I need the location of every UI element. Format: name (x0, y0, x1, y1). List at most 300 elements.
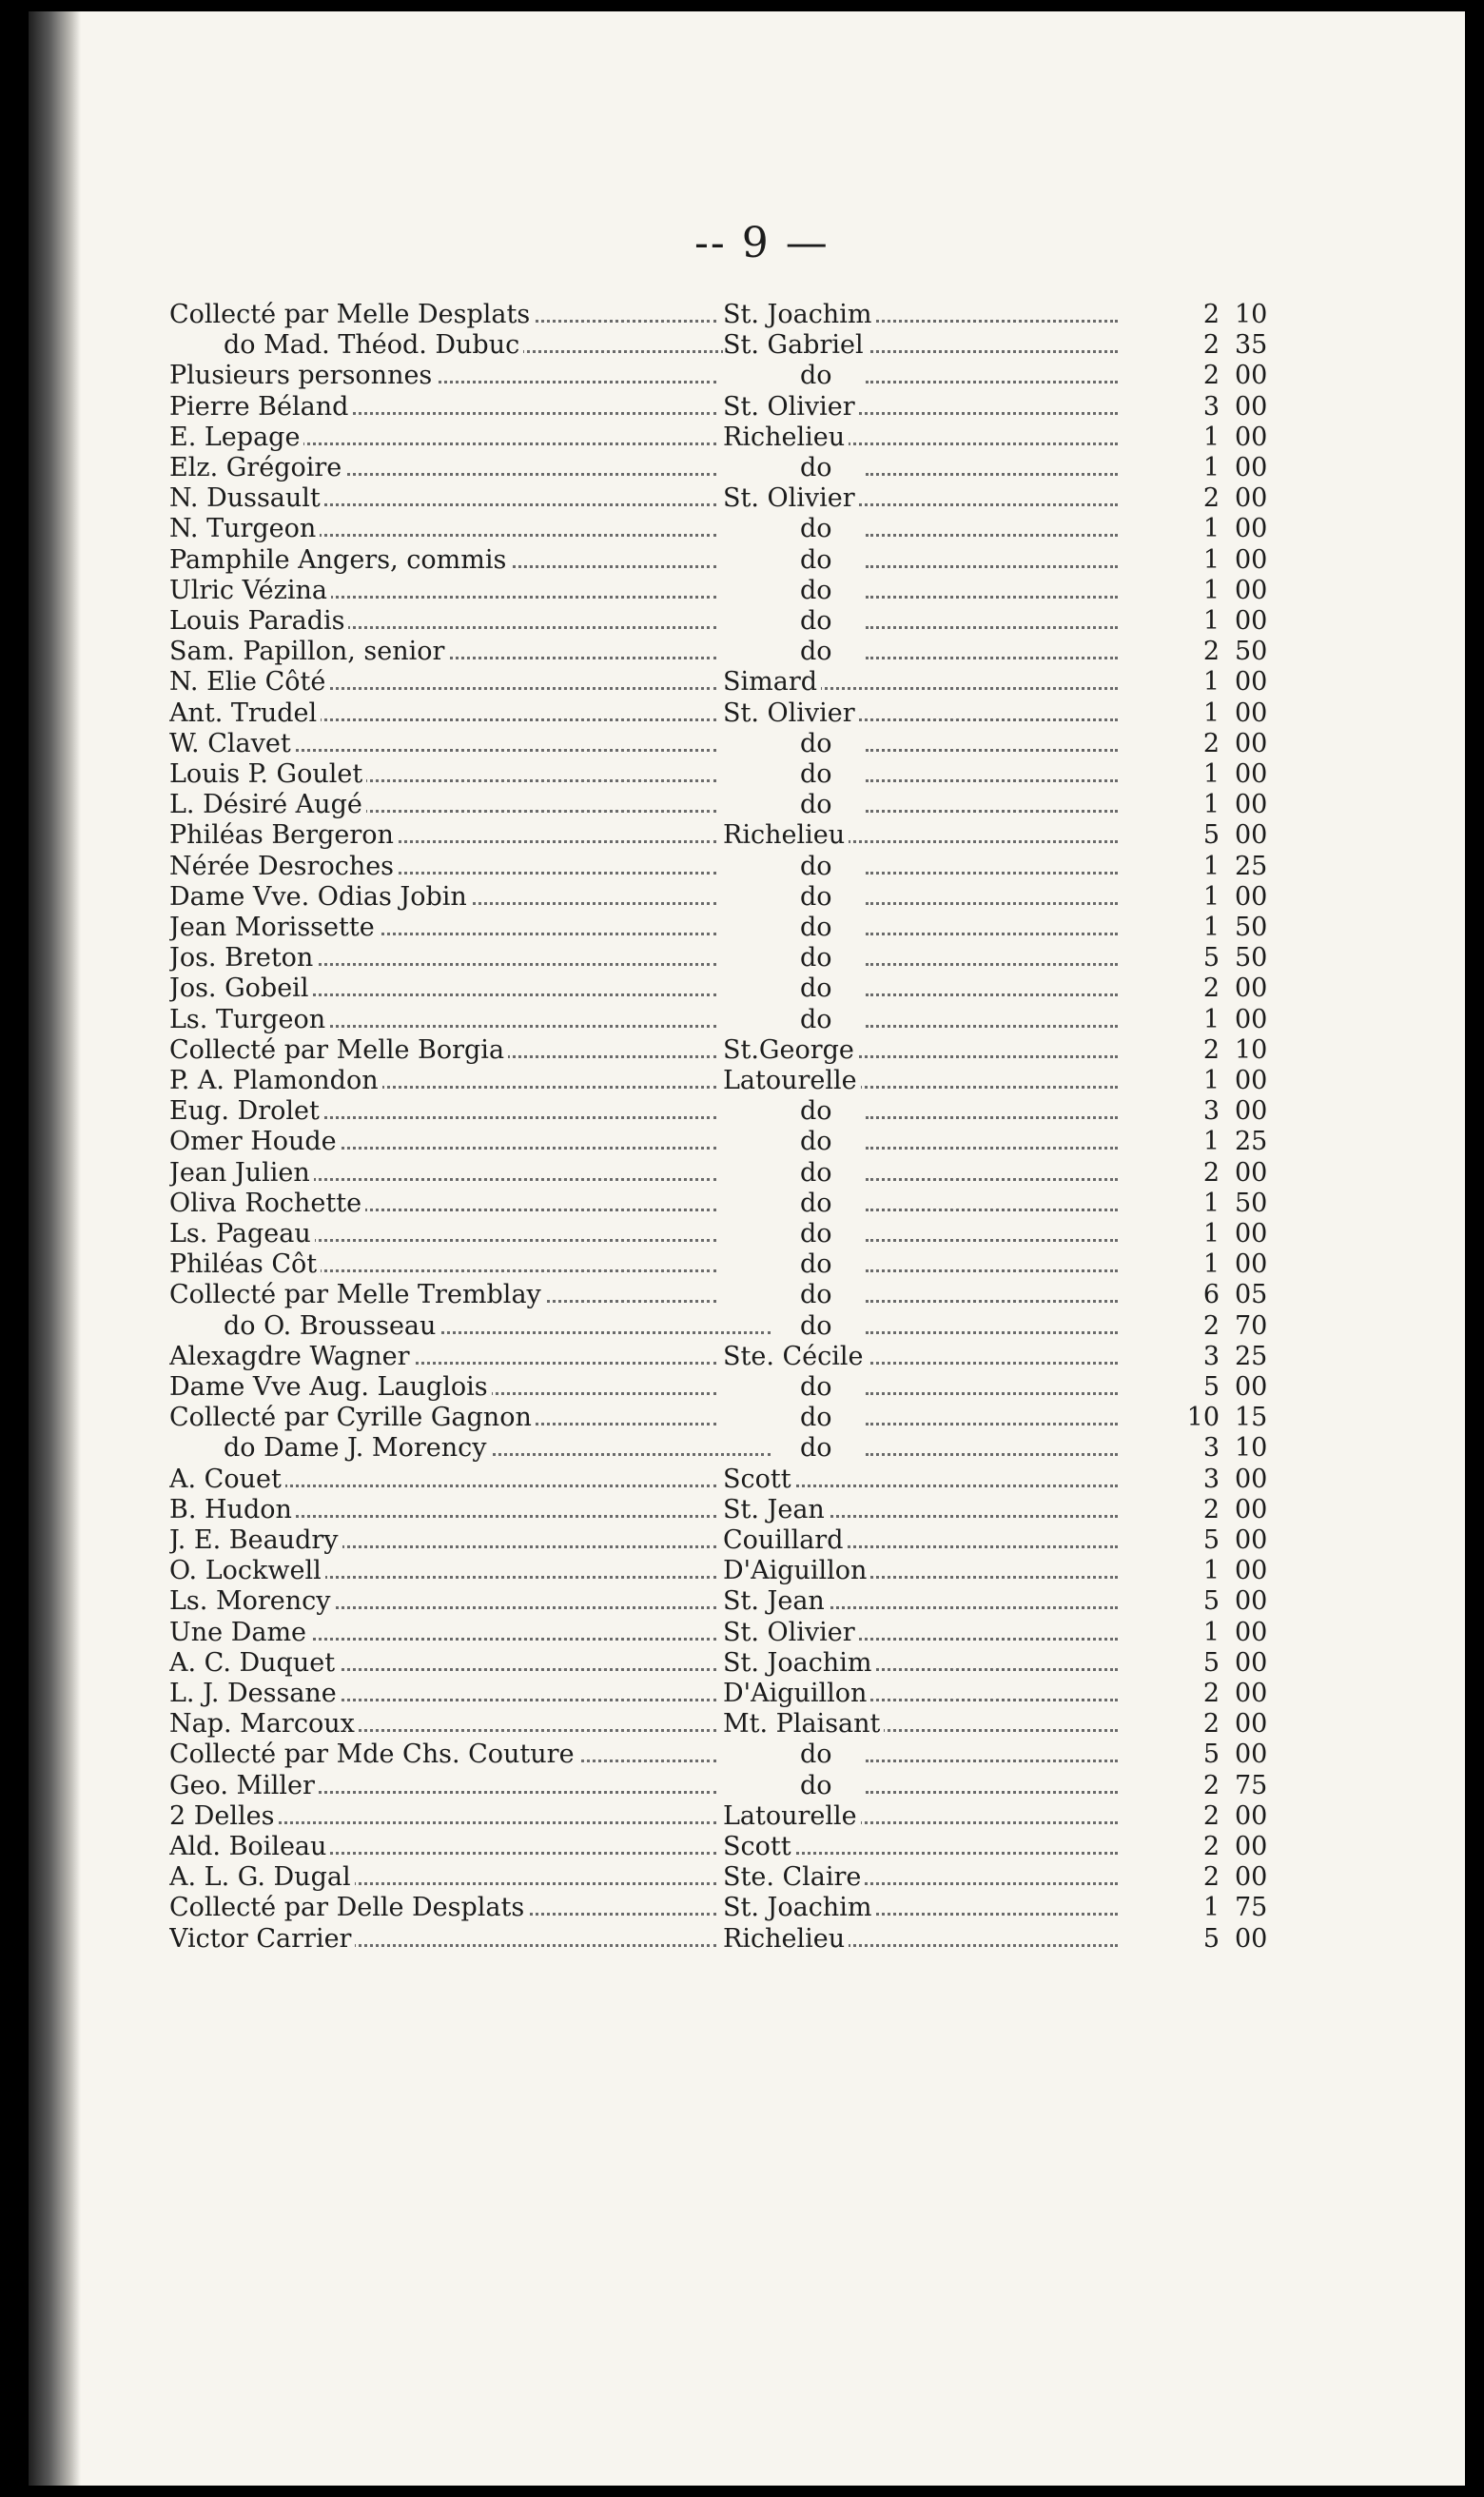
amount-cents: 00 (1235, 361, 1268, 391)
list-item (29, 1034, 1465, 1066)
donor-name (224, 1432, 771, 1464)
donor-name-text: Dame Vve. Odias Jobin (169, 882, 471, 912)
donor-name-text: Collecté par Mde Chs. Couture (169, 1740, 578, 1769)
list-item (29, 912, 1465, 943)
parish-text: do (794, 1433, 849, 1463)
parish-text: Mt. Plaisant (723, 1709, 884, 1739)
parish-text: do (794, 1311, 849, 1341)
parish-text: do (794, 606, 849, 636)
amount-dollars: 2 (1202, 1832, 1220, 1861)
amount-cents: 00 (1235, 1709, 1268, 1740)
parish-text: do (794, 943, 849, 973)
list-item (29, 851, 1465, 882)
amount-cents: 00 (1235, 1464, 1268, 1494)
amount-dollars: 5 (1202, 1586, 1220, 1617)
list-item (29, 544, 1465, 576)
amount-cents: 00 (1235, 514, 1268, 544)
donor-name (169, 1034, 716, 1066)
donor-name (169, 1279, 716, 1310)
donor-name-text: Alexagdre Wagner (169, 1342, 414, 1371)
parish (723, 1555, 1118, 1586)
parish-text: do (794, 1096, 849, 1126)
list-item (29, 1432, 1465, 1464)
amount-dollars: 1 (1202, 881, 1220, 912)
donor-name-text: Victor Carrier (169, 1924, 355, 1954)
amount-cents: 10 (1235, 300, 1268, 329)
amount-dollars: 10 (1186, 1403, 1220, 1433)
parish-text: do (794, 1158, 849, 1188)
donor-name (169, 1524, 716, 1556)
parish-text: Scott (723, 1832, 795, 1861)
amount-cents: 00 (1235, 881, 1268, 912)
donor-name (169, 360, 716, 391)
donor-name-text: N. Dussault (169, 483, 324, 513)
amount-cents: 10 (1235, 1034, 1268, 1065)
donor-name (169, 1402, 716, 1433)
list-item (29, 1371, 1465, 1403)
amount-dollars: 5 (1202, 943, 1220, 973)
donor-name (169, 789, 716, 820)
list-item (29, 1402, 1465, 1433)
parish-text: do (794, 637, 849, 666)
donor-name (169, 973, 716, 1004)
donor-name-text: N. Elie Côté (169, 667, 329, 697)
parish (723, 1432, 1118, 1464)
parish (723, 1126, 1118, 1157)
list-item (29, 1310, 1465, 1342)
list-item (29, 1585, 1465, 1617)
donor-name-text: Pierre Béland (169, 392, 352, 422)
amount-dollars: 2 (1202, 300, 1220, 329)
amount-cents: 00 (1235, 667, 1268, 698)
parish-text: do (794, 1771, 849, 1800)
donor-name (169, 1341, 716, 1372)
donor-name-text: Eug. Drolet (169, 1096, 323, 1126)
donor-name-text: L. J. Dessane (169, 1679, 341, 1708)
amount-cents: 00 (1235, 973, 1268, 1004)
parish-text: Latourelle (723, 1801, 861, 1831)
donor-name (169, 1617, 716, 1648)
list-item (29, 1218, 1465, 1249)
parish (723, 1095, 1118, 1127)
donor-name (169, 575, 716, 606)
amount-cents: 00 (1235, 483, 1268, 514)
donor-name-text: Pamphile Angers, commis (169, 545, 510, 575)
donor-name-text: N. Turgeon (169, 514, 320, 543)
parish (723, 1341, 1118, 1372)
donor-name (169, 544, 716, 576)
amount-cents: 00 (1235, 1832, 1268, 1861)
parish-text: do (794, 576, 849, 605)
parish (723, 912, 1118, 943)
parish-text: do (794, 729, 849, 758)
amount-cents: 00 (1235, 1617, 1268, 1647)
parish (723, 1739, 1118, 1770)
parish (723, 942, 1118, 973)
parish-text: Latourelle (723, 1066, 861, 1095)
amount-dollars: 5 (1202, 1923, 1220, 1954)
donor-name (169, 1004, 716, 1035)
donor-name-text: do Dame J. Morency (224, 1433, 490, 1463)
donor-name-text: Philéas Côt (169, 1249, 321, 1279)
donor-name (169, 819, 716, 851)
donor-name-text: Oliva Rochette (169, 1189, 365, 1218)
donor-name (169, 912, 716, 943)
parish-text: do (794, 973, 849, 1003)
donor-name (169, 1555, 716, 1586)
donor-name-text: Nap. Marcoux (169, 1709, 359, 1739)
parish-text: do (794, 1189, 849, 1218)
amount-dollars: 1 (1202, 1556, 1220, 1586)
donor-name-text: O. Lockwell (169, 1556, 325, 1585)
donor-name-text: P. A. Plamondon (169, 1066, 382, 1095)
list-item (29, 789, 1465, 820)
parish (723, 1494, 1118, 1525)
parish (723, 1034, 1118, 1066)
donor-name (169, 666, 716, 698)
parish (723, 391, 1118, 423)
parish (723, 1065, 1118, 1096)
donor-name (169, 513, 716, 544)
amount-dollars: 1 (1202, 790, 1220, 820)
donor-name-text: A. L. G. Dugal (169, 1862, 355, 1892)
amount-cents: 35 (1235, 330, 1268, 361)
list-item (29, 698, 1465, 729)
donor-name (169, 1892, 716, 1923)
list-item (29, 1647, 1465, 1679)
amount-cents: 75 (1235, 1770, 1268, 1800)
donor-name (169, 1126, 716, 1157)
donor-name-text: L. Désiré Augé (169, 790, 366, 819)
amount-dollars: 2 (1202, 1800, 1220, 1831)
parish-text: Richelieu (723, 820, 849, 850)
donor-name-text: 2 Delles (169, 1801, 279, 1831)
donor-name (169, 1739, 716, 1770)
parish (723, 1708, 1118, 1740)
parish (723, 482, 1118, 514)
donor-name (169, 1095, 716, 1127)
donor-name-text: E. Lepage (169, 423, 303, 452)
amount-dollars: 2 (1202, 1157, 1220, 1188)
parish (723, 636, 1118, 667)
list-item (29, 728, 1465, 759)
list-item (29, 1617, 1465, 1648)
list-item (29, 513, 1465, 544)
parish (723, 1524, 1118, 1556)
parish (723, 1617, 1118, 1648)
donor-name-text: Collecté par Delle Desplats (169, 1893, 528, 1922)
donor-name (169, 1923, 716, 1955)
amount-dollars: 2 (1202, 973, 1220, 1004)
amount-dollars: 1 (1202, 606, 1220, 636)
amount-cents: 00 (1235, 1066, 1268, 1095)
parish (723, 851, 1118, 882)
donor-name (224, 1310, 771, 1342)
donor-name-text: do O. Brousseau (224, 1311, 439, 1341)
parish-text: St. Joachim (723, 1893, 875, 1922)
parish-text: St. Olivier (723, 483, 859, 513)
donor-name (169, 1065, 716, 1096)
donor-name (169, 942, 716, 973)
amount-cents: 50 (1235, 943, 1268, 973)
amount-cents: 00 (1235, 1249, 1268, 1280)
parish (723, 1861, 1118, 1893)
donor-name-text: Collecté par Melle Tremblay (169, 1280, 545, 1309)
amount-dollars: 2 (1202, 1770, 1220, 1800)
amount-dollars: 1 (1202, 851, 1220, 881)
amount-dollars: 3 (1202, 1464, 1220, 1494)
parish-text: St. Olivier (723, 1618, 859, 1647)
amount-cents: 05 (1235, 1280, 1268, 1310)
list-item (29, 881, 1465, 913)
list-item (29, 1248, 1465, 1280)
amount-dollars: 1 (1202, 1219, 1220, 1248)
donor-name (169, 1464, 716, 1495)
amount-cents: 00 (1235, 1157, 1268, 1188)
amount-dollars: 2 (1202, 1310, 1220, 1341)
donor-name-text: A. C. Duquet (169, 1648, 339, 1678)
donor-name (169, 728, 716, 759)
parish (723, 1770, 1118, 1801)
parish (723, 452, 1118, 483)
parish (723, 544, 1118, 576)
amount-dollars: 1 (1202, 1188, 1220, 1218)
parish (723, 819, 1118, 851)
amount-dollars: 1 (1202, 1004, 1220, 1034)
donor-name (169, 422, 716, 453)
donor-name-text: do Mad. Théod. Dubuc (224, 330, 523, 360)
parish-text: Couillard (723, 1525, 848, 1555)
amount-cents: 50 (1235, 637, 1268, 667)
amount-dollars: 6 (1202, 1280, 1220, 1310)
amount-cents: 00 (1235, 1219, 1268, 1248)
list-item (29, 1065, 1465, 1096)
list-item (29, 636, 1465, 667)
parish (723, 1892, 1118, 1923)
donor-name-text: Jos. Gobeil (169, 973, 312, 1003)
list-item (29, 575, 1465, 606)
list-item (29, 1678, 1465, 1709)
parish (723, 973, 1118, 1004)
donor-name (169, 698, 716, 729)
parish (723, 698, 1118, 729)
list-item (29, 1831, 1465, 1862)
parish-text: St. Joachim (723, 1648, 875, 1678)
list-item (29, 973, 1465, 1004)
amount-dollars: 1 (1202, 514, 1220, 544)
amount-dollars: 2 (1202, 483, 1220, 514)
list-item (29, 1555, 1465, 1586)
amount-cents: 00 (1235, 790, 1268, 820)
list-item (29, 1739, 1465, 1770)
parish-text: do (794, 1740, 849, 1769)
parish (723, 666, 1118, 698)
list-item (29, 1341, 1465, 1372)
donor-name (169, 482, 716, 514)
donor-name-text: Jean Julien (169, 1158, 314, 1188)
donor-name (169, 1218, 716, 1249)
parish (723, 1800, 1118, 1832)
donor-name-text: Une Dame (169, 1618, 310, 1647)
amount-cents: 00 (1235, 544, 1268, 575)
parish (723, 1004, 1118, 1035)
donor-name-text: Ls. Morency (169, 1586, 335, 1616)
parish (723, 605, 1118, 637)
amount-dollars: 1 (1202, 422, 1220, 452)
amount-dollars: 2 (1202, 728, 1220, 758)
parish-text: Simard (723, 667, 821, 697)
donor-name-text: Omer Houde (169, 1127, 341, 1156)
donor-name (169, 1800, 716, 1832)
parish (723, 1218, 1118, 1249)
parish-text: Richelieu (723, 423, 849, 452)
amount-dollars: 3 (1202, 1341, 1220, 1371)
amount-cents: 00 (1235, 1372, 1268, 1402)
amount-cents: 00 (1235, 1923, 1268, 1954)
amount-dollars: 3 (1202, 391, 1220, 422)
donor-name (169, 391, 716, 423)
amount-dollars: 2 (1202, 361, 1220, 391)
parish-text: St. Jean (723, 1586, 829, 1616)
amount-cents: 75 (1235, 1893, 1268, 1923)
amount-cents: 10 (1235, 1433, 1268, 1464)
amount-cents: 00 (1235, 1525, 1268, 1555)
donor-name-text: J. E. Beaudry (169, 1525, 342, 1555)
parish (723, 575, 1118, 606)
donor-name (169, 1494, 716, 1525)
amount-dollars: 1 (1202, 1066, 1220, 1095)
donor-name (169, 1831, 716, 1862)
parish (723, 1402, 1118, 1433)
parish (723, 758, 1118, 790)
donor-name (169, 1157, 716, 1189)
list-item (29, 1157, 1465, 1189)
donor-name-text: Jos. Breton (169, 943, 317, 973)
parish-text: Richelieu (723, 1924, 849, 1954)
parish-text: Scott (723, 1465, 795, 1494)
donor-name (169, 1770, 716, 1801)
page-number: -- 9 — (694, 219, 830, 267)
donor-name-text: A. Couet (169, 1465, 285, 1494)
amount-cents: 00 (1235, 1586, 1268, 1617)
amount-dollars: 2 (1202, 1709, 1220, 1740)
amount-cents: 00 (1235, 1740, 1268, 1770)
donor-name (169, 1371, 716, 1403)
parish (723, 881, 1118, 913)
donor-name (169, 1188, 716, 1219)
amount-dollars: 1 (1202, 1893, 1220, 1923)
subscription-list (29, 11, 1465, 2486)
amount-dollars: 2 (1202, 330, 1220, 361)
parish-text: St. Joachim (723, 300, 875, 329)
donor-name (169, 1678, 716, 1709)
amount-dollars: 1 (1202, 1617, 1220, 1647)
list-item (29, 1770, 1465, 1801)
donor-name-text: Ant. Trudel (169, 698, 321, 728)
parish-text: do (794, 759, 849, 789)
donor-name-text: Plusieurs personnes (169, 361, 436, 390)
amount-cents: 00 (1235, 1096, 1268, 1127)
list-item (29, 1494, 1465, 1525)
document-page (29, 11, 1465, 2486)
parish-text: do (794, 545, 849, 575)
amount-cents: 25 (1235, 851, 1268, 881)
parish-text: do (794, 852, 849, 881)
parish-text: do (794, 790, 849, 819)
list-item (29, 299, 1465, 330)
parish (723, 1585, 1118, 1617)
parish-text: do (794, 1127, 849, 1156)
amount-cents: 00 (1235, 728, 1268, 758)
parish (723, 1310, 1118, 1342)
donor-name (169, 1248, 716, 1280)
parish (723, 1831, 1118, 1862)
parish (723, 1157, 1118, 1189)
donor-name-text: W. Clavet (169, 729, 295, 758)
parish-text: St. Olivier (723, 392, 859, 422)
parish (723, 422, 1118, 453)
parish-text: do (794, 1005, 849, 1034)
list-item (29, 1095, 1465, 1127)
amount-dollars: 1 (1202, 1127, 1220, 1157)
amount-cents: 00 (1235, 1800, 1268, 1831)
list-item (29, 758, 1465, 790)
list-item (29, 1188, 1465, 1219)
parish (723, 1279, 1118, 1310)
amount-dollars: 1 (1202, 575, 1220, 605)
parish (723, 1188, 1118, 1219)
parish (723, 360, 1118, 391)
amount-cents: 00 (1235, 1004, 1268, 1034)
donor-name (169, 1861, 716, 1893)
list-item (29, 1923, 1465, 1955)
amount-dollars: 5 (1202, 1525, 1220, 1555)
parish-text: do (794, 514, 849, 543)
list-item (29, 1464, 1465, 1495)
amount-cents: 15 (1235, 1403, 1268, 1433)
donor-name-text: Ls. Pageau (169, 1219, 315, 1248)
parish (723, 1464, 1118, 1495)
amount-dollars: 2 (1202, 637, 1220, 667)
parish-text: St. Jean (723, 1495, 829, 1524)
list-item (29, 1524, 1465, 1556)
list-item (29, 1861, 1465, 1893)
amount-cents: 00 (1235, 698, 1268, 728)
parish-text: do (794, 1280, 849, 1309)
list-item (29, 1126, 1465, 1157)
donor-name-text: Louis P. Goulet (169, 759, 366, 789)
amount-dollars: 1 (1202, 1249, 1220, 1280)
parish-text: do (794, 453, 849, 482)
amount-dollars: 1 (1202, 913, 1220, 942)
parish-text: do (794, 882, 849, 912)
donor-name-text: Louis Paradis (169, 606, 348, 636)
amount-dollars: 2 (1202, 1034, 1220, 1065)
donor-name (169, 605, 716, 637)
donor-name (224, 329, 771, 361)
list-item (29, 391, 1465, 423)
parish-text: Ste. Claire (723, 1862, 865, 1892)
amount-dollars: 5 (1202, 1740, 1220, 1770)
list-item (29, 1279, 1465, 1310)
donor-name-text: B. Hudon (169, 1495, 296, 1524)
donor-name-text: Philéas Bergeron (169, 820, 398, 850)
amount-cents: 00 (1235, 575, 1268, 605)
amount-dollars: 1 (1202, 698, 1220, 728)
amount-cents: 00 (1235, 1647, 1268, 1678)
parish-text: do (794, 1219, 849, 1248)
parish (723, 299, 1118, 330)
